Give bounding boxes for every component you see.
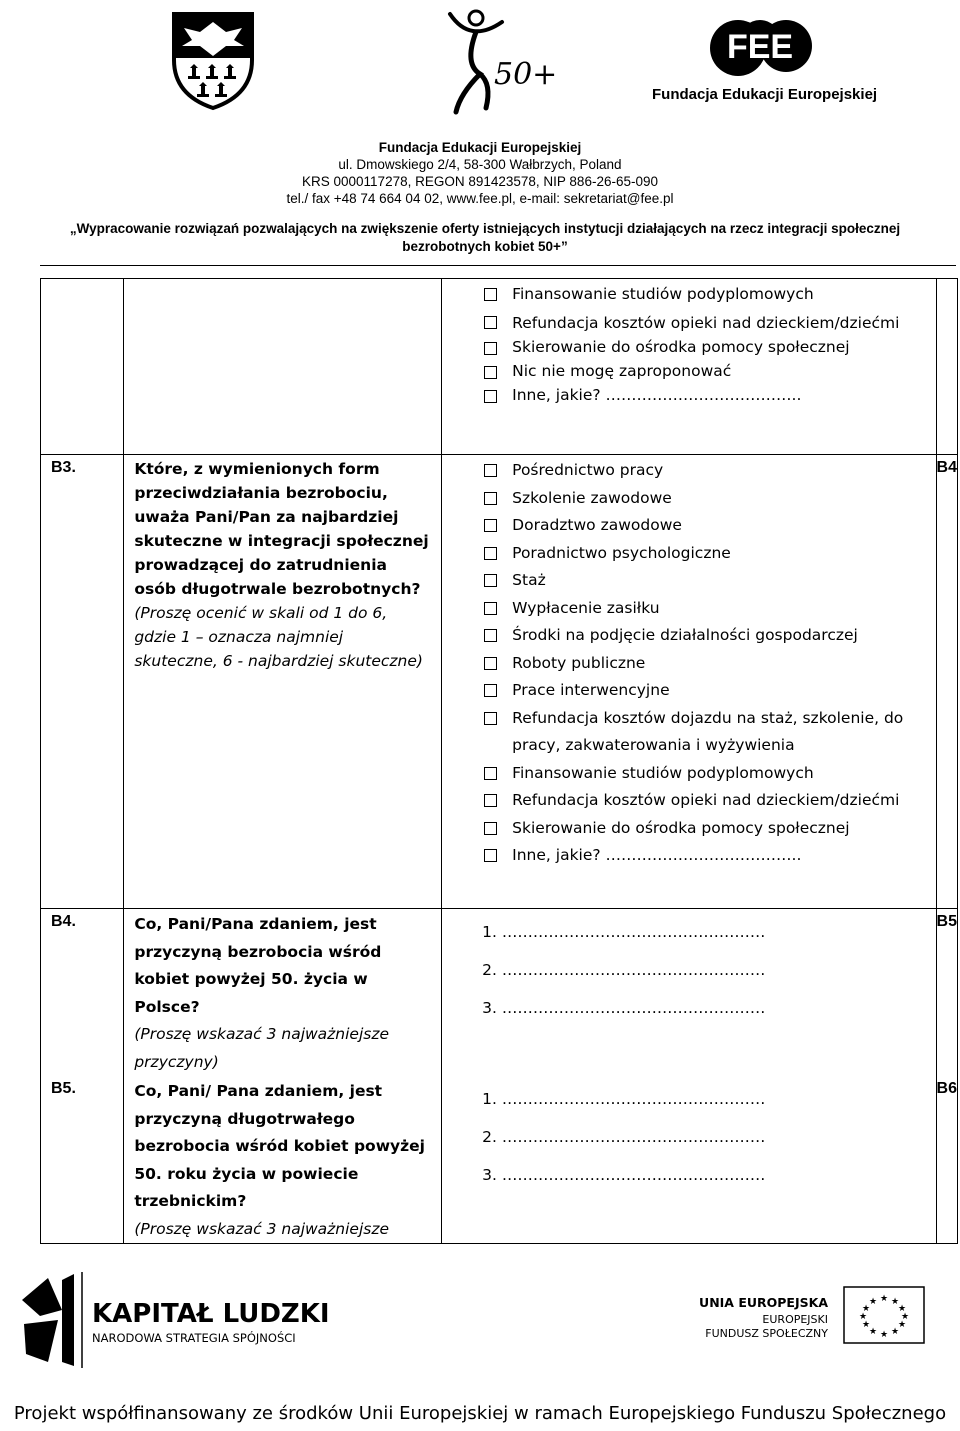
fee-logo-name: Fundacja Edukacji Europejskiej	[652, 86, 878, 103]
checkbox-icon[interactable]	[484, 629, 497, 642]
checkbox-icon[interactable]	[484, 342, 497, 355]
list-item[interactable]: Refundacja kosztów dojazdu na staż, szkolenie, do pracy, zakwaterowania i wyżywienia	[482, 705, 935, 760]
list-item[interactable]: Finansowanie studiów podyplomowych	[482, 760, 935, 788]
address-line-4: tel./ fax +48 74 664 04 02, www.fee.pl, e-mail: sekretariat@fee.pl	[286, 191, 674, 206]
table-row	[41, 455, 958, 909]
list-item[interactable]: Wypłacenie zasiłku	[482, 595, 935, 623]
cofinance-statement: Projekt współfinansowany ze środków Unii Europejskiej w ramach Europejskiego Funduszu Społecznego	[13, 1403, 947, 1424]
checkbox-icon[interactable]	[484, 574, 497, 587]
answer-list	[482, 913, 935, 1027]
checkbox-icon[interactable]	[484, 464, 497, 477]
checkbox-icon[interactable]	[484, 822, 497, 835]
question-instruction: (Proszę wskazać 3 najważniejsze przyczyny)	[134, 1025, 390, 1071]
question-id: B5.	[41, 1076, 124, 1244]
svg-text:★: ★	[861, 1320, 871, 1330]
address-line-3: KRS 0000117278, REGON 891423578, NIP 886-26-65-090	[302, 174, 658, 189]
list-item[interactable]: Skierowanie do ośrodka pomocy społecznej	[482, 815, 935, 843]
list-item[interactable]: Szkolenie zawodowe	[482, 485, 935, 513]
eu-line-3: FUNDUSZ SPOŁECZNY	[705, 1327, 828, 1340]
options-list	[482, 457, 935, 870]
checkbox-icon[interactable]	[484, 390, 497, 403]
list-item[interactable]: Doradztwo zawodowe	[482, 512, 935, 540]
answer-line[interactable]: 2. ……………………………………………	[482, 1128, 766, 1146]
list-item[interactable]: Poradnictwo psychologiczne	[482, 540, 935, 568]
answer-line[interactable]: 3. ……………………………………………	[482, 1166, 766, 1184]
eu-line-2: EUROPEJSKI	[762, 1313, 828, 1326]
fifty-plus-logo	[440, 4, 558, 118]
answer-line[interactable]: 1. ……………………………………………	[482, 1090, 766, 1108]
answer-list	[482, 1080, 935, 1194]
list-item[interactable]: Nic nie mogę zaproponować	[482, 359, 935, 383]
checkbox-icon[interactable]	[484, 288, 497, 301]
question-instruction: (Proszę ocenić w skali od 1 do 6, gdzie 1 – oznacza najmniej skuteczne, 6 - najbardziej skuteczne)	[134, 604, 423, 670]
project-title: „Wypracowanie rozwiązań pozwalających na zwiększenie oferty istniejących instytucji działających na rzecz integracji społecznej bezrobotnych kobiet 50+”	[69, 221, 901, 254]
question-text: Co, Pani/ Pana zdaniem, jest przyczyną długotrwałego bezrobocia wśród kobiet powyżej 50. roku życia w powiecie trzebnickim?	[134, 1082, 425, 1210]
svg-text:★: ★	[861, 1304, 871, 1314]
eu-esf-logo	[700, 1285, 940, 1345]
kapital-ludzki-subtitle: NARODOWA STRATEGIA SPÓJNOŚCI	[92, 1331, 296, 1345]
answer-line[interactable]: 3. ……………………………………………	[482, 999, 766, 1017]
list-item[interactable]: Środki na podjęcie działalności gospodarczej	[482, 622, 935, 650]
letterhead	[0, 0, 960, 270]
checkbox-icon[interactable]	[484, 849, 497, 862]
svg-text:★: ★	[879, 1294, 889, 1304]
checkbox-icon[interactable]	[484, 794, 497, 807]
checkbox-icon[interactable]	[484, 767, 497, 780]
checkbox-icon[interactable]	[484, 316, 497, 329]
fifty-plus-logo-text: 50+	[494, 57, 558, 92]
fee-logo	[708, 16, 818, 80]
list-item[interactable]: Pośrednictwo pracy	[482, 457, 935, 485]
question-instruction: (Proszę wskazać 3 najważniejsze	[134, 1219, 390, 1238]
list-item[interactable]: Inne, jakie? ………………………………..	[482, 383, 935, 407]
address-line-2: ul. Dmowskiego 2/4, 58-300 Wałbrzych, Poland	[338, 157, 622, 172]
svg-text:★: ★	[879, 1330, 889, 1340]
svg-text:★: ★	[868, 1327, 878, 1337]
answer-line[interactable]: 2. ……………………………………………	[482, 961, 766, 979]
list-item[interactable]: Refundacja kosztów opieki nad dzieckiem/dziećmi	[482, 309, 935, 335]
checkbox-icon[interactable]	[484, 602, 497, 615]
list-item[interactable]: Staż	[482, 567, 935, 595]
goto-label: B4	[936, 455, 957, 909]
fee-logo-text: FEE	[726, 28, 794, 66]
county-coat-of-arms-logo	[170, 10, 256, 110]
svg-text:★: ★	[900, 1312, 910, 1322]
checkbox-icon[interactable]	[484, 657, 497, 670]
checkbox-icon[interactable]	[484, 492, 497, 505]
kapital-ludzki-logo	[18, 1270, 338, 1370]
answer-line[interactable]: 1. ……………………………………………	[482, 923, 766, 941]
eu-line-1: UNIA EUROPEJSKA	[699, 1295, 828, 1310]
svg-text:★: ★	[858, 1312, 868, 1322]
svg-text:★: ★	[897, 1320, 907, 1330]
address-line-1: Fundacja Edukacji Europejskiej	[378, 140, 582, 155]
table-row	[41, 279, 958, 455]
goto-label: B5	[936, 909, 957, 1077]
question-text: Co, Pani/Pana zdaniem, jest przyczyną bezrobocia wśród kobiet powyżej 50. życia w Polsce?	[134, 915, 382, 1016]
header-divider	[40, 265, 956, 266]
checkbox-icon[interactable]	[484, 547, 497, 560]
list-item[interactable]: Refundacja kosztów opieki nad dzieckiem/dziećmi	[482, 787, 935, 815]
eu-stars-icon	[859, 1294, 909, 1340]
checkbox-icon[interactable]	[484, 519, 497, 532]
questionnaire-table	[40, 278, 958, 1244]
list-item[interactable]: Finansowanie studiów podyplomowych	[482, 281, 935, 309]
options-list	[482, 281, 935, 407]
checkbox-icon[interactable]	[484, 366, 497, 379]
question-id: B4.	[41, 909, 124, 1077]
goto-label: B6	[936, 1076, 957, 1244]
checkbox-icon[interactable]	[484, 712, 497, 725]
svg-text:★: ★	[890, 1297, 900, 1307]
svg-text:★: ★	[868, 1297, 878, 1307]
list-item[interactable]: Roboty publiczne	[482, 650, 935, 678]
list-item[interactable]: Skierowanie do ośrodka pomocy społecznej	[482, 335, 935, 359]
table-row	[41, 909, 958, 1077]
svg-text:★: ★	[897, 1304, 907, 1314]
svg-text:★: ★	[890, 1327, 900, 1337]
table-row	[41, 1076, 958, 1244]
question-id: B3.	[41, 455, 124, 909]
list-item[interactable]: Prace interwencyjne	[482, 677, 935, 705]
kapital-ludzki-title: KAPITAŁ LUDZKI	[92, 1299, 330, 1329]
checkbox-icon[interactable]	[484, 684, 497, 697]
list-item[interactable]: Inne, jakie? ………………………………..	[482, 842, 935, 870]
question-text: Które, z wymienionych form przeciwdziałania bezrobociu, uważa Pani/Pan za najbardziej skuteczne w integracji społecznej prowadzącej do zatrudnienia osób długotrwale bezrobotnych?	[134, 460, 429, 598]
